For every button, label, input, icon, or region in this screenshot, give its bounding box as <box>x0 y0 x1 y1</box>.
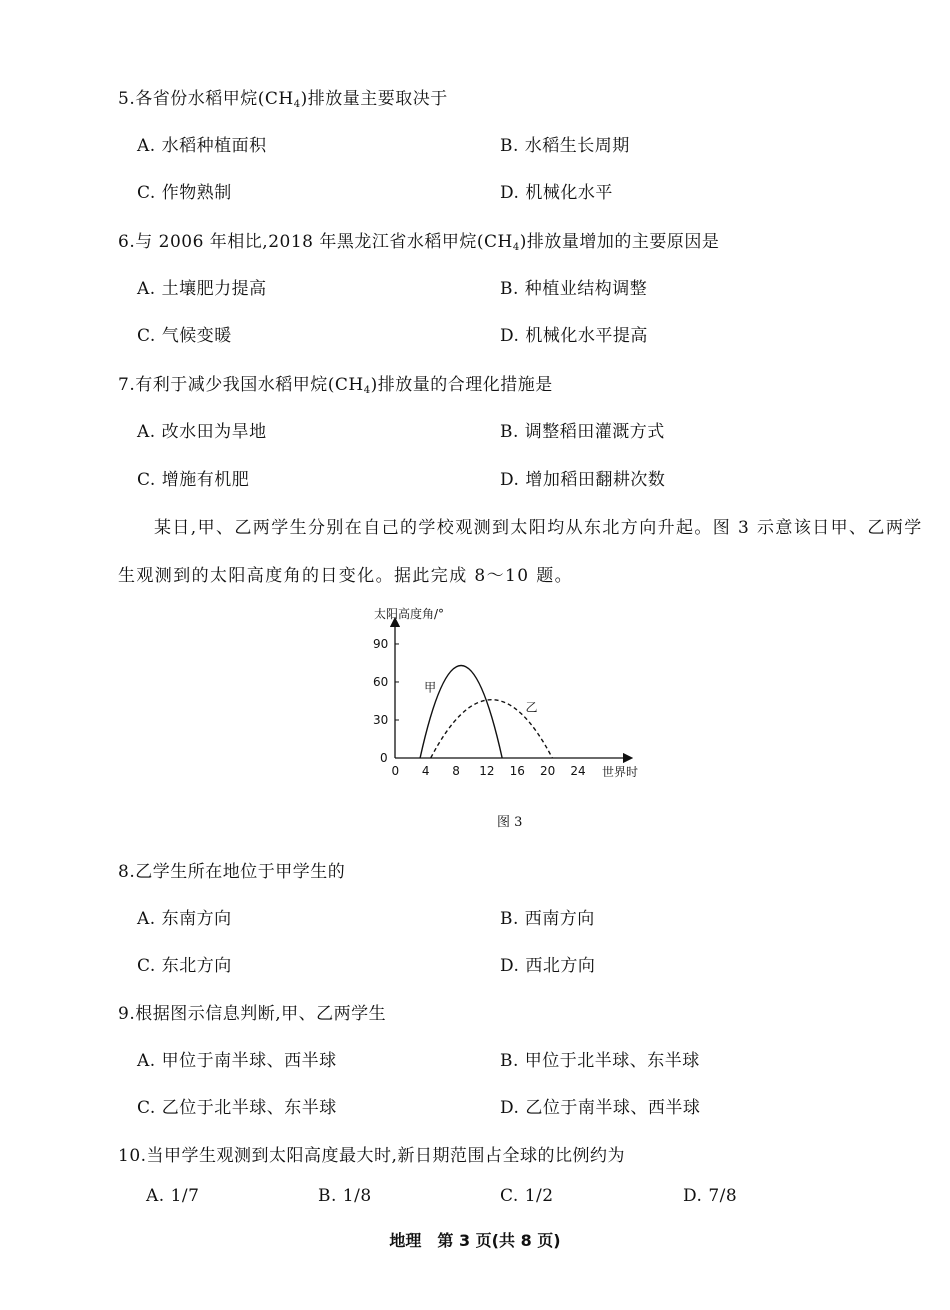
q9-option-a: A. 甲位于南半球、西半球 <box>137 1051 337 1071</box>
x-tick-label: 16 <box>509 764 525 778</box>
x-tick-label: 8 <box>452 764 460 778</box>
figure-3-chart <box>360 600 660 790</box>
question-8-stem: 8.乙学生所在地位于甲学生的 <box>118 862 346 882</box>
x-axis-label: 世界时 <box>602 765 639 779</box>
q5-option-d: D. 机械化水平 <box>500 183 613 203</box>
y-tick-label: 60 <box>373 674 389 689</box>
intro-line-2: 生观测到的太阳高度角的日变化。据此完成 8～10 题。 <box>118 566 574 586</box>
q10-option-b: B. 1/8 <box>318 1186 372 1206</box>
page-footer: 地理 第 3 页(共 8 页) <box>389 1231 561 1250</box>
y-tick-label: 30 <box>373 712 389 727</box>
q7-option-b: B. 调整稻田灌溉方式 <box>500 422 665 442</box>
q8-option-d: D. 西北方向 <box>500 956 596 976</box>
y-axis-label: 太阳高度角/° <box>374 607 445 621</box>
q7-option-d: D. 增加稻田翻耕次数 <box>500 470 666 490</box>
q8-option-b: B. 西南方向 <box>500 909 595 929</box>
x-tick-label: 20 <box>540 764 556 778</box>
intro-line-1: 某日,甲、乙两学生分别在自己的学校观测到太阳均从东北方向升起。图 3 示意该日甲、乙两学 <box>154 518 923 538</box>
x-tick-label: 0 <box>391 764 400 778</box>
y-tick-label: 90 <box>373 636 389 651</box>
chart-svg <box>360 600 660 790</box>
q5-option-b: B. 水稻生长周期 <box>500 136 630 156</box>
series-label-jia: 甲 <box>424 680 437 695</box>
q7-option-c: C. 增施有机肥 <box>137 470 250 490</box>
q5-option-c: C. 作物熟制 <box>137 183 232 203</box>
question-7-stem: 7.有利于减少我国水稻甲烷$(CH_4)$排放量的合理化措施是 <box>118 375 553 396</box>
q6-option-c: C. 气候变暖 <box>137 326 232 346</box>
q9-option-c: C. 乙位于北半球、东半球 <box>137 1098 337 1118</box>
q5-option-a: A. 水稻种植面积 <box>137 136 267 156</box>
y-tick-label: 0 <box>380 751 388 765</box>
q7-option-a: A. 改水田为旱地 <box>137 422 267 442</box>
question-10-stem: 10.当甲学生观测到太阳高度最大时,新日期范围占全球的比例约为 <box>118 1146 625 1166</box>
q8-option-c: C. 东北方向 <box>137 956 232 976</box>
q9-option-d: D. 乙位于南半球、西半球 <box>500 1098 701 1118</box>
q10-option-c: C. 1/2 <box>500 1186 554 1206</box>
q6-option-a: A. 土壤肥力提高 <box>137 279 267 299</box>
question-9-stem: 9.根据图示信息判断,甲、乙两学生 <box>118 1004 387 1024</box>
figure-caption: 图 3 <box>497 815 523 830</box>
question-5-stem: 5.各省份水稻甲烷$(CH_4)$排放量主要取决于 <box>118 89 448 110</box>
q8-option-a: A. 东南方向 <box>137 909 232 929</box>
q10-option-a: A. 1/7 <box>146 1186 200 1206</box>
x-tick-label: 12 <box>479 764 495 778</box>
q10-option-d: D. 7/8 <box>683 1186 738 1206</box>
question-6-stem: 6.与 2006 年相比,2018 年黑龙江省水稻甲烷$(CH_4)$排放量增加的主要原因是 <box>118 232 720 253</box>
series-line-jia <box>420 666 502 758</box>
q6-option-b: B. 种植业结构调整 <box>500 279 648 299</box>
series-label-yi: 乙 <box>525 700 538 715</box>
x-tick-label: 4 <box>421 764 430 778</box>
q6-option-d: D. 机械化水平提高 <box>500 326 648 346</box>
x-tick-label: 24 <box>570 764 586 778</box>
q9-option-b: B. 甲位于北半球、东半球 <box>500 1051 700 1071</box>
